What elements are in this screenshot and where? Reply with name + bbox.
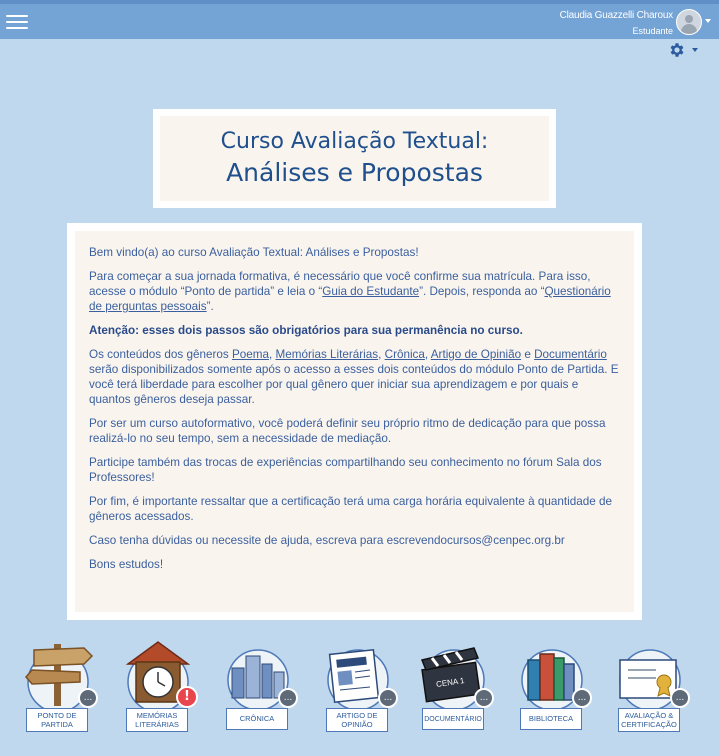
documentario-link[interactable]: Documentário <box>534 348 607 361</box>
genres-sep-2: , <box>378 348 385 361</box>
course-title-line2: Análises e Propostas <box>226 158 483 187</box>
avatar-head <box>685 15 693 23</box>
genres-text-a: Os conteúdos dos gêneros <box>89 348 232 361</box>
course-title-inner <box>160 116 549 201</box>
module-label: MEMÓRIAS LITERÁRIAS <box>126 708 188 732</box>
more-icon: ... <box>572 688 592 708</box>
alert-icon: ! <box>176 686 198 708</box>
module-label: ARTIGO DE OPINIÃO <box>326 708 388 732</box>
module-avaliacao-certificacao[interactable] <box>610 638 690 738</box>
module-label: BIBLIOTECA <box>520 708 582 730</box>
module-ponto-de-partida[interactable] <box>18 638 98 738</box>
questionario-link[interactable]: Questionário de perguntas pessoais <box>89 285 611 313</box>
instructions-text-c: ”. <box>206 300 214 313</box>
module-biblioteca[interactable] <box>512 638 592 738</box>
module-label: PONTO DE PARTIDA <box>26 708 88 732</box>
poema-link[interactable]: Poema <box>231 348 269 361</box>
more-icon: ... <box>670 688 690 708</box>
user-name[interactable]: Claudia Guazzelli Charoux <box>559 10 673 21</box>
chevron-down-icon[interactable] <box>705 19 711 23</box>
menu-icon[interactable] <box>6 11 28 29</box>
clapperboard-sign: CENA 1 <box>435 676 465 689</box>
instructions-paragraph <box>89 269 620 314</box>
certification-paragraph: Por fim, é importante ressaltar que a certificação terá uma carga horária equivalente à quantidade de gêneros acessados. <box>89 495 612 523</box>
module-label: DOCUMENTÁRIO <box>422 708 484 730</box>
help-paragraph: Caso tenha dúvidas ou necessite de ajuda, escreva para escrevendocursos@cenpec.org.br <box>89 534 565 547</box>
cronica-link[interactable]: Crônica <box>384 348 425 361</box>
welcome-card <box>67 223 642 620</box>
top-bar <box>0 0 719 39</box>
guia-estudante-link[interactable]: Guia do Estudante <box>322 285 420 298</box>
course-title-line1: Curso Avaliação Textual: <box>220 129 489 154</box>
genres-sep-4: e <box>521 348 535 361</box>
memorias-literarias-link[interactable]: Memórias Literárias <box>275 348 379 361</box>
avatar-body <box>681 24 697 35</box>
autoformativo-paragraph: Por ser um curso autoformativo, você poderá definir seu próprio ritmo de dedicação para que possa realizá-lo no seu tempo, sem a necessidade de mediação. <box>89 417 606 445</box>
instructions-text-a: Para começar a sua jornada formativa, é necessário que você confirme sua matrícula. Para isso, acesse o módulo “Ponto de partida” e leia o “ <box>89 270 591 298</box>
closing-paragraph: Bons estudos! <box>89 558 164 571</box>
attention-paragraph: Atenção: esses dois passos são obrigatórios para sua permanência no curso. <box>89 324 523 337</box>
module-label: AVALIAÇÃO & CERTIFICAÇÃO <box>618 708 680 732</box>
avatar[interactable] <box>676 9 702 35</box>
gear-icon[interactable] <box>668 41 686 59</box>
more-icon: ... <box>474 688 494 708</box>
genres-sep-1: , <box>269 348 276 361</box>
genres-sep-3: , <box>424 348 431 361</box>
user-role: Estudante <box>632 26 673 36</box>
module-icons <box>0 638 719 748</box>
welcome-text <box>75 231 634 612</box>
course-title-card <box>153 109 556 208</box>
more-icon: ... <box>378 688 398 708</box>
instructions-text-b: ”. Depois, responda ao “ <box>419 285 545 298</box>
genres-text-b: serão disponibilizados somente após o acesso a esses dois conteúdos do módulo Ponto de Partida. E você terá liberdade para escolher por qual gênero quer iniciar sua aprendizagem e por quais e quantos gêneros deseja passar. <box>89 363 619 406</box>
welcome-paragraph: Bem vindo(a) ao curso Avaliação Textual: Análises e Propostas! <box>89 246 419 259</box>
artigo-opiniao-link[interactable]: Artigo de Opinião <box>430 348 522 361</box>
more-icon: ... <box>78 688 98 708</box>
more-icon: ... <box>278 688 298 708</box>
genres-paragraph <box>89 347 620 407</box>
module-label: CRÔNICA <box>226 708 288 730</box>
module-documentario[interactable] <box>414 638 494 738</box>
module-artigo-de-opiniao[interactable] <box>318 638 398 738</box>
module-cronica[interactable] <box>218 638 298 738</box>
settings-chevron-icon[interactable] <box>692 48 698 52</box>
module-memorias-literarias[interactable] <box>118 638 198 738</box>
forum-paragraph: Participe também das trocas de experiências compartilhando seu conhecimento no fórum Sala dos Professores! <box>89 456 602 484</box>
